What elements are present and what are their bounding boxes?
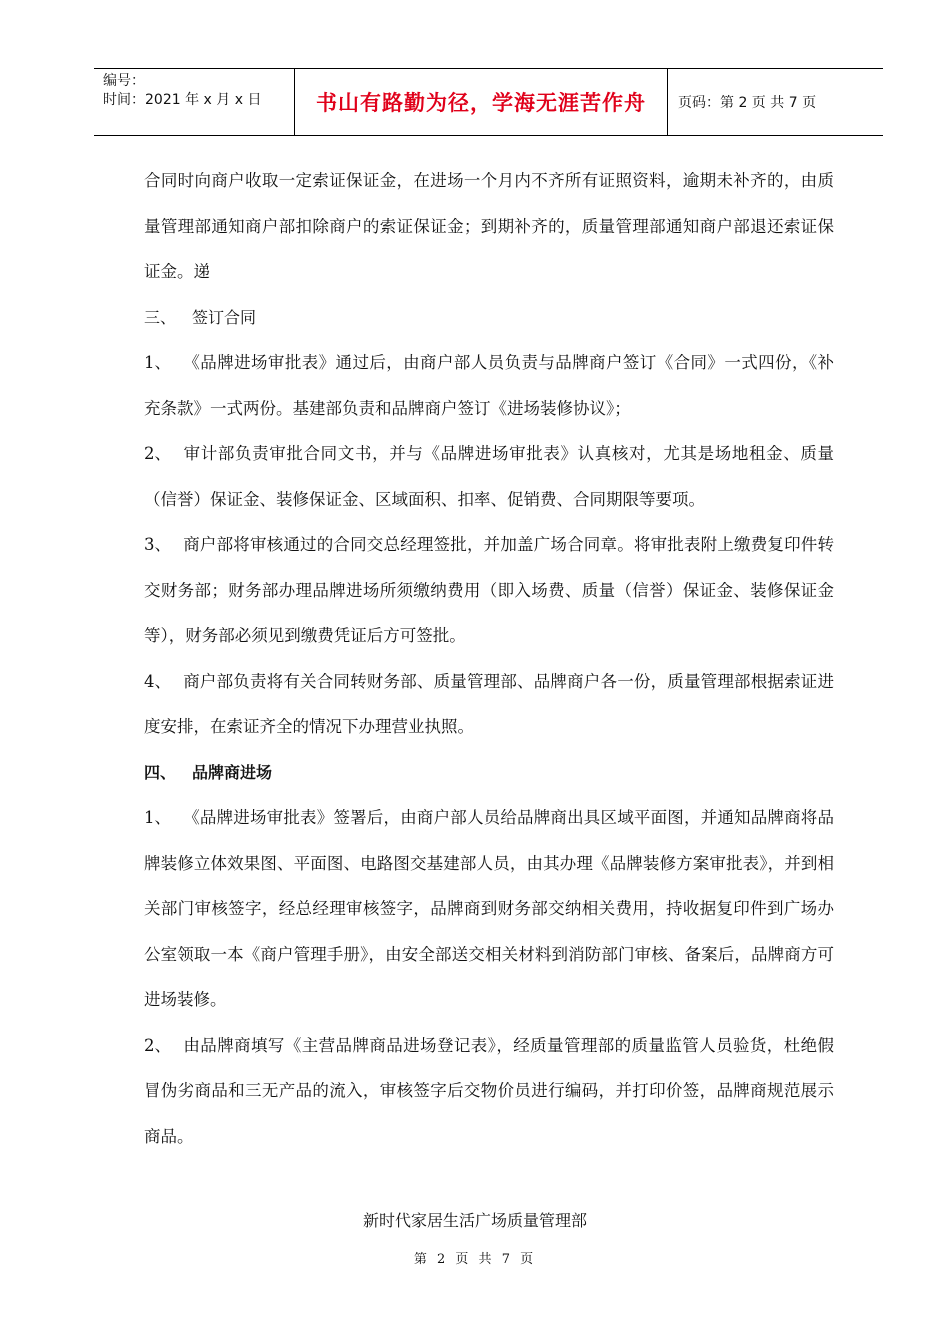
list-item [144, 431, 834, 522]
section-heading-3 [144, 295, 834, 341]
header-meta [94, 69, 295, 135]
header-motto: 书山有路勤为径，学海无涯苦作舟 [295, 69, 668, 135]
section-title: 签订合同 [192, 307, 257, 327]
document-body [144, 158, 834, 1159]
item-text: 审计部负责审批合同文书，并与《品牌进场审批表》认真核对，尤其是场地租金、质量（信誉）保证金、装修保证金、区域面积、扣率、促销费、合同期限等要项。 [144, 444, 834, 509]
list-item [144, 795, 834, 1023]
section-heading-4 [144, 750, 834, 796]
header-page-label: 页码：第 2 页 共 7 页 [678, 95, 817, 111]
item-text: 由品牌商填写《主营品牌商品进场登记表》，经质量管理部的质量监管人员验货，杜绝假冒伪劣商品和三无产品的流入，审核签字后交物价员进行编码，并打印价签，品牌商规范展示商品。 [144, 1035, 834, 1146]
section-number: 三、 [144, 307, 177, 327]
page-number: 第 2 页 共 7 页 [413, 1252, 537, 1267]
paragraph: 合同时向商户收取一定索证保证金，在进场一个月内不齐所有证照资料，逾期未补齐的，由质量管理部通知商户部扣除商户的索证保证金；到期补齐的，质量管理部通知商户部退还索证保证金。递 [144, 171, 834, 281]
item-number: 2、 [144, 444, 171, 463]
item-text: 商户部负责将有关合同转财务部、质量管理部、品牌商户各一份，质量管理部根据索证进度安排，在索证齐全的情况下办理营业执照。 [144, 671, 834, 736]
footer-organization: 新时代家居生活广场质量管理部 [362, 1211, 587, 1230]
list-item [144, 659, 834, 750]
item-text: 《品牌进场审批表》签署后，由商户部人员给品牌商出具区域平面图，并通知品牌商将品牌装修立体效果图、平面图、电路图交基建部人员，由其办理《品牌装修方案审批表》，并到相关部门审核签字，经总经理审核签字，品牌商到财务部交纳相关费用，持收据复印件到广场办公室领取一本《商户管理手册》，由安全部送交相关材料到消防部门审核、备案后，品牌商方可进场装修。 [144, 808, 834, 1009]
item-number: 1、 [144, 808, 171, 827]
item-text: 《品牌进场审批表》通过后，由商户部人员负责与品牌商户签订《合同》一式四份，《补充条款》一式两份。基建部负责和品牌商户签订《进场装修协议》； [144, 353, 834, 418]
item-text: 商户部将审核通过的合同交总经理签批，并加盖广场合同章。将审批表附上缴费复印件转交财务部；财务部办理品牌进场所须缴纳费用（即入场费、质量（信誉）保证金、装修保证金等），财务部必须见到缴费凭证后方可签批。 [144, 535, 834, 645]
section-number: 四、 [144, 762, 177, 782]
page-header [94, 68, 883, 136]
item-number: 2、 [144, 1035, 171, 1055]
item-number: 3、 [144, 535, 171, 554]
list-item [144, 1023, 834, 1160]
doc-time-label: 时间：2021 年 x 月 x 日 [103, 92, 262, 108]
list-item [144, 522, 834, 659]
item-number: 4、 [144, 671, 171, 691]
item-number: 1、 [144, 353, 171, 372]
doc-number-label: 编号： [103, 73, 145, 89]
section-title: 品牌商进场 [192, 762, 273, 782]
list-item [144, 340, 834, 431]
